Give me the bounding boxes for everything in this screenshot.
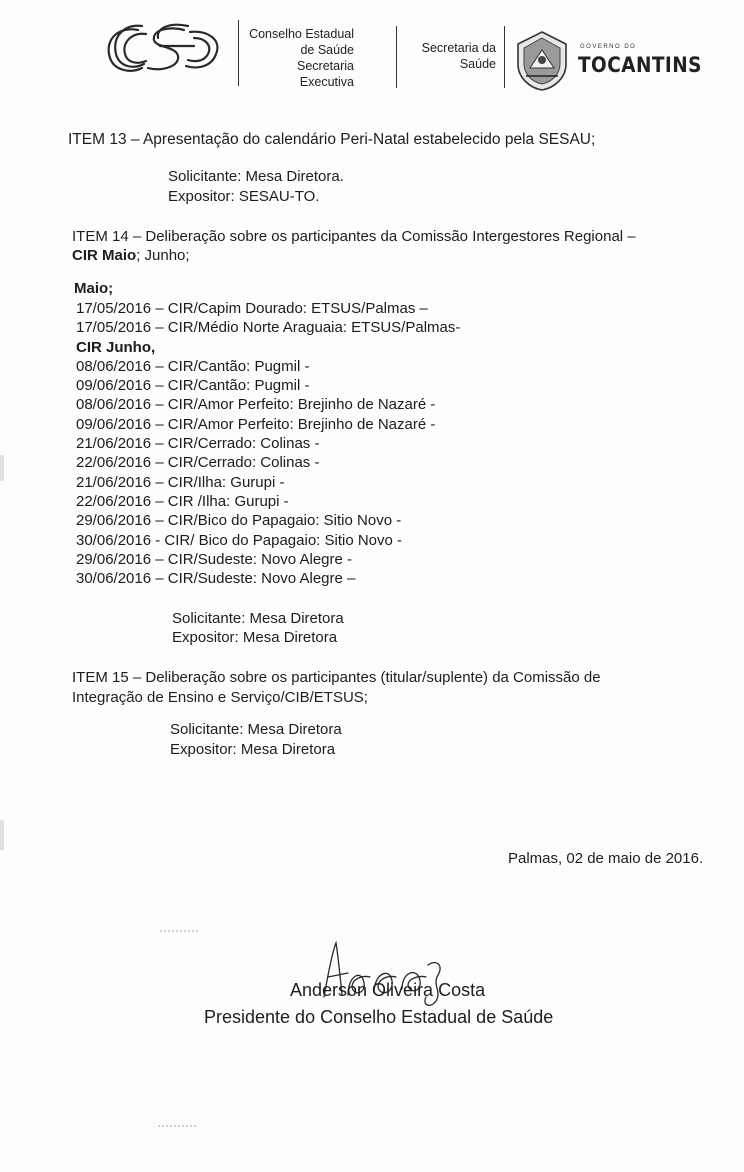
scan-artifact [160,930,198,932]
ces-logo [98,16,228,86]
item13-title: ITEM 13 – Apresentação do calendário Peri-Natal estabelecido pela SESAU; [68,131,596,148]
item14-title-cont: CIR Maio; Junho; [72,247,190,264]
header-divider [396,26,397,88]
list-item: 08/06/2016 – CIR/Amor Perfeito: Brejinho de Nazaré - [76,396,436,414]
list-item: 22/06/2016 – CIR /Ilha: Gurupi - [76,492,289,510]
item13-expositor: Expositor: SESAU-TO. [168,188,320,205]
place-date: Palmas, 02 de maio de 2016. [508,850,704,867]
ces-logo-text: CES [98,16,101,17]
item14-expositor: Expositor: Mesa Diretora [172,629,338,646]
list-item: 21/06/2016 – CIR/Cerrado: Colinas - [76,435,320,453]
schedule-list [76,299,460,588]
item13-solicitante: Solicitante: Mesa Diretora. [168,168,344,185]
state-seal-icon [512,30,572,92]
item15-title: ITEM 15 – Deliberação sobre os participantes (titular/suplente) da Comissão de [72,669,601,686]
junho-label: CIR Junho, [76,338,156,356]
government-label: GOVERNO DO [580,44,637,50]
item15-solicitante: Solicitante: Mesa Diretora [170,721,342,738]
list-item: 17/05/2016 – CIR/Médio Norte Araguaia: ETSUS/Palmas- [76,319,461,337]
scan-artifact [0,820,4,850]
list-item: 30/06/2016 – CIR/Sudeste: Novo Alegre – [76,570,356,588]
list-item: 08/06/2016 – CIR/Cantão: Pugmil - [76,357,310,375]
signer-name: Anderson Oliveira Costa [290,980,486,1000]
scan-artifact [158,1125,198,1127]
list-item: 09/06/2016 – CIR/Amor Perfeito: Brejinho de Nazaré - [76,415,436,433]
secretariat-name: Secretaria da Saúde [421,41,496,71]
list-item: 22/06/2016 – CIR/Cerrado: Colinas - [76,454,320,472]
list-item: 17/05/2016 – CIR/Capim Dourado: ETSUS/Palmas – [76,300,428,317]
header-divider [504,26,505,88]
item15-title-cont: Integração de Ensino e Serviço/CIB/ETSUS; [72,689,368,706]
item15-expositor: Expositor: Mesa Diretora [170,741,336,758]
list-item: 21/06/2016 – CIR/Ilha: Gurupi - [76,473,285,491]
item14-title: ITEM 14 – Deliberação sobre os participantes da Comissão Intergestores Regional – [72,228,636,245]
maio-label: Maio; [74,280,114,297]
list-item: 29/06/2016 – CIR/Bico do Papagaio: Sitio Novo - [76,512,402,530]
list-item: 30/06/2016 - CIR/ Bico do Papagaio: Sitio Novo - [76,531,403,549]
handwritten-signature [318,935,458,1015]
council-name: Conselho Estadual de Saúde Secretaria Executiva [249,27,354,89]
signer-title: Presidente do Conselho Estadual de Saúde [204,1007,554,1027]
list-item: 09/06/2016 – CIR/Cantão: Pugmil - [76,377,310,395]
list-item: 29/06/2016 – CIR/Sudeste: Novo Alegre - [76,550,353,568]
letterhead [0,0,744,105]
state-name: TOCANTINS [578,53,702,77]
scan-artifact [0,455,4,481]
header-divider [238,20,239,86]
item14-solicitante: Solicitante: Mesa Diretora [172,610,344,627]
